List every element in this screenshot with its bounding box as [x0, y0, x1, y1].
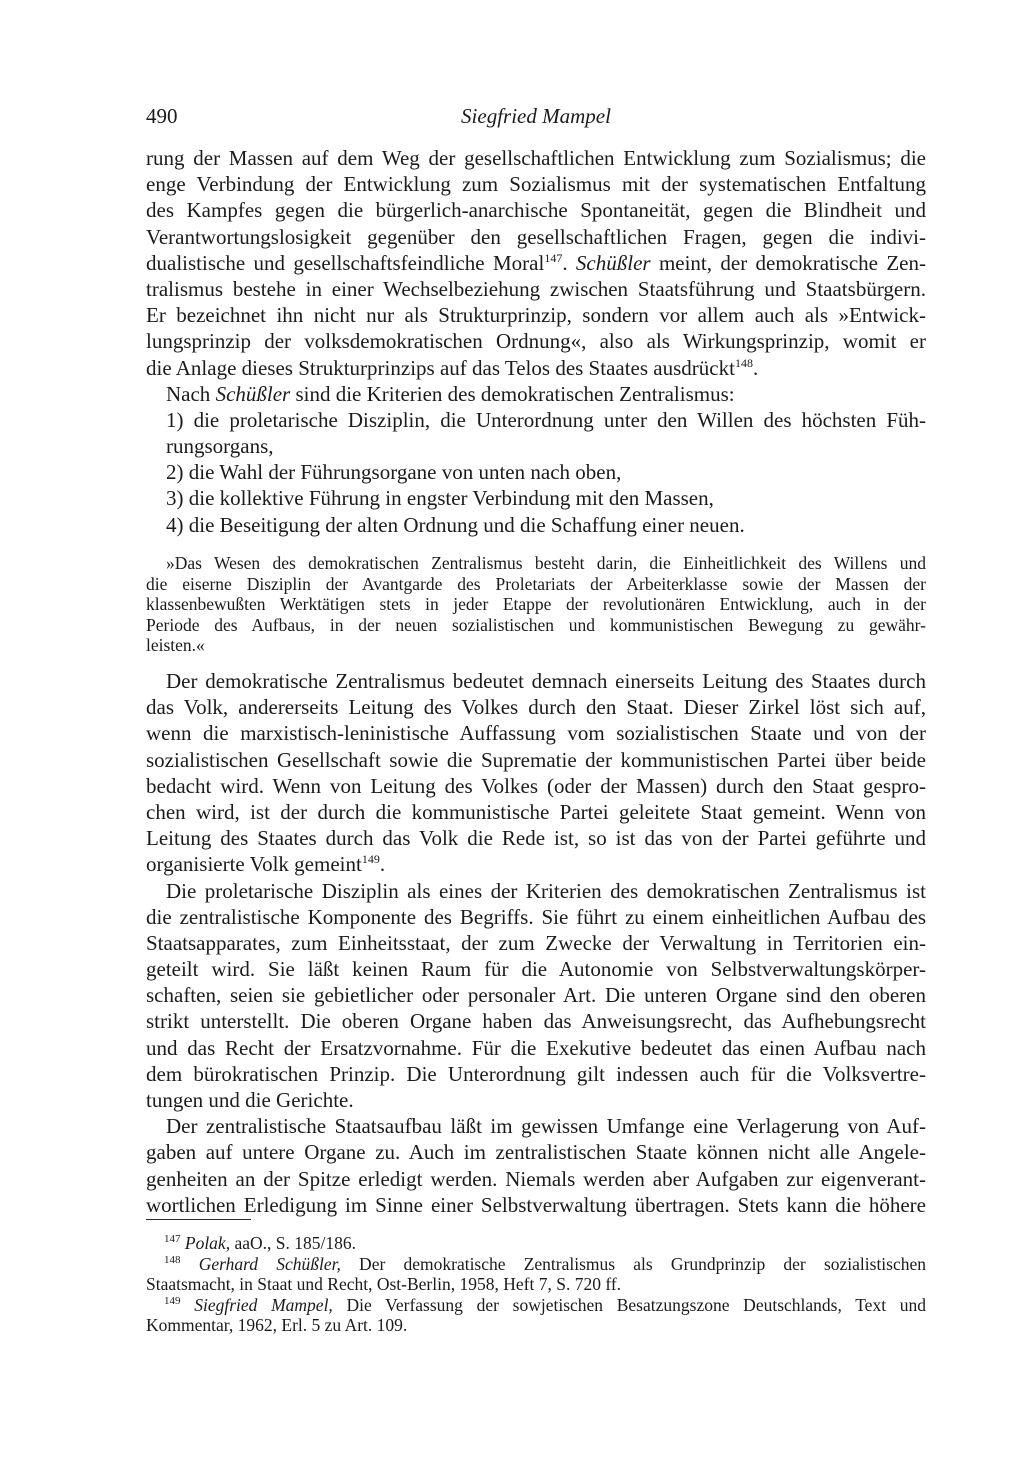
text-line: und das Recht der Ersatzvornahme. Für die Exekutive bedeutet das einen Aufbau nach	[146, 1035, 926, 1060]
page-number: 490	[146, 104, 178, 128]
footnote-149-cont: Kommentar, 1962, Erl. 5 zu Art. 109.	[146, 1315, 408, 1336]
author-name: Schüßler	[575, 250, 651, 275]
text-line: bedacht wird. Wenn von Leitung des Volkes (oder der Massen) durch den Staat gespro-	[146, 773, 926, 798]
text-line: dualistische und gesellschaftsfeindliche Moral$^{147}$. Schüßler meint, der demokratische Zen-	[146, 250, 926, 275]
text-line: geteilt wird. Sie läßt keinen Raum für die Autonomie von Selbstverwaltungskörper-	[146, 957, 926, 982]
page-header	[146, 104, 926, 134]
main-text-upper	[146, 145, 926, 538]
footnotes	[146, 1233, 926, 1336]
quote-line: klassenbewußten Werktätigen stets in jeder Etappe der revolutionären Entwicklung, auch in der	[146, 594, 926, 615]
text-line: Leitung des Staates durch das Volk die Rede ist, so ist das von der Partei geführte und	[146, 826, 926, 851]
footnote-rule	[146, 1219, 251, 1220]
quote-line: leisten.«	[146, 635, 205, 656]
text-line: rung der Massen auf dem Weg der gesellschaftlichen Entwicklung zum Sozialismus; die	[146, 146, 926, 170]
list-item: 3) die kollektive Führung in engster Verbindung mit den Massen,	[166, 486, 714, 511]
author-name: Schüßler	[215, 381, 291, 406]
footnote-ref-148[interactable]: 148	[734, 355, 753, 370]
quote-line: die eiserne Disziplin der Avantgarde des Proletariats der Arbeiterklasse sowie der Massen der	[146, 573, 926, 594]
footnote-ref-147[interactable]: 147	[544, 250, 563, 265]
footnote-149: $^{149}$ Siegfried Mampel, Die Verfassung der sowjetischen Besatzungszone Deutschlands, Text und	[164, 1294, 927, 1315]
list-item-cont: rungsorgans,	[166, 434, 274, 459]
text-line: dem bürokratischen Prinzip. Die Unterordnung gilt indessen auch für die Volksvertre-	[146, 1061, 926, 1086]
text-line: wortlichen Erledigung im Sinne einer Selbstverwaltung übertragen. Stets kann die höhere	[146, 1192, 926, 1217]
quote-line: »Das Wesen des demokratischen Zentralismus besteht darin, die Einheitlichkeit des Willens und	[166, 553, 926, 573]
text-line: chen wird, ist der durch die kommunistische Partei geleitete Staat gemeint. Wenn von	[146, 799, 926, 824]
footnote-148-cont: Staatsmacht, in Staat und Recht, Ost-Berlin, 1958, Heft 7, S. 720 ff.	[146, 1274, 622, 1295]
text-line: Die proletarische Disziplin als eines der Kriterien des demokratischen Zentralismus ist	[166, 878, 926, 903]
footnote-147: $^{147}$ Polak, aaO., S. 185/186.	[164, 1233, 356, 1253]
text-line: enge Verbindung der Entwicklung zum Sozialismus mit der systematischen Entfaltung	[146, 172, 926, 197]
text-line: des Kampfes gegen die bürgerlich-anarchische Spontaneität, gegen die Blindheit und	[146, 198, 926, 223]
text-line: Der zentralistische Staatsaufbau läßt im gewissen Umfange eine Verlagerung von Auf-	[166, 1114, 926, 1139]
list-item: 2) die Wahl der Führungsorgane von unten nach oben,	[166, 460, 622, 485]
main-text-lower	[146, 668, 926, 1218]
text-line: organisierte Volk gemeint$^{149}$.	[146, 852, 386, 877]
list-item: 1) die proletarische Disziplin, die Unterordnung unter den Willen des höchsten Füh-	[166, 407, 926, 432]
text-line: das Volk, andererseits Leitung des Volkes durch den Staat. Dieser Zirkel löst sich auf,	[146, 695, 926, 720]
text-line: genheiten an der Spitze erledigt werden. Niemals werden aber Aufgaben zur eigenverant-	[146, 1166, 926, 1191]
text-line: strikt unterstellt. Die oberen Organe haben das Anweisungsrecht, das Aufhebungsrecht	[146, 1009, 926, 1034]
text-line: Der demokratische Zentralismus bedeutet demnach einerseits Leitung des Staates durch	[166, 669, 926, 693]
text-line: tungen und die Gerichte.	[146, 1088, 354, 1112]
text-line: Er bezeichnet ihn nicht nur als Strukturprinzip, sondern vor allem auch als »Entwick-	[146, 303, 926, 328]
footnote-ref-149[interactable]: 149	[361, 852, 380, 867]
block-quote	[146, 553, 926, 656]
quote-line: Periode des Aufbaus, in der neuen sozialistischen und kommunistischen Bewegung zu gewähr-	[146, 614, 926, 635]
text-line: wenn die marxistisch-leninistische Auffassung vom sozialistischen Staate und von der	[146, 721, 926, 746]
text-line: gaben auf untere Organe zu. Auch im zentralistischen Staate können nicht alle Angele-	[146, 1140, 926, 1165]
running-title: Siegfried Mampel	[461, 104, 611, 128]
text-line: Staatsapparates, zum Einheitsstaat, der zum Zwecke der Verwaltung in Territorien ein-	[146, 930, 926, 955]
text-line: tralismus bestehe in einer Wechselbeziehung zwischen Staatsführung und Staatsbürgern.	[146, 276, 926, 301]
text-line: die Anlage dieses Strukturprinzips auf das Telos des Staates ausdrückt$^{148}$.	[146, 355, 759, 380]
text-line: sozialistischen Gesellschaft sowie die Suprematie der kommunistischen Partei über beide	[146, 747, 926, 772]
text-line: Verantwortungslosigkeit gegenüber den gesellschaftlichen Fragen, gegen die indivi-	[146, 224, 926, 249]
text-line: schaften, seien sie gebietlicher oder personaler Art. Die unteren Organe sind den oberen	[146, 983, 926, 1008]
text-line: lungsprinzip der volksdemokratischen Ordnung«, also als Wirkungsprinzip, womit er	[146, 329, 926, 354]
criteria-intro: Nach Schüßler sind die Kriterien des demokratischen Zentralismus:	[166, 381, 735, 406]
footnote-148: $^{148}$ Gerhard Schüßler, Der demokratische Zentralismus als Grundprinzip der sozialistischen	[164, 1253, 927, 1274]
text-line: die zentralistische Komponente des Begriffs. Sie führt zu einem einheitlichen Aufbau des	[146, 904, 926, 929]
list-item: 4) die Beseitigung der alten Ordnung und die Schaffung einer neuen.	[166, 512, 745, 537]
